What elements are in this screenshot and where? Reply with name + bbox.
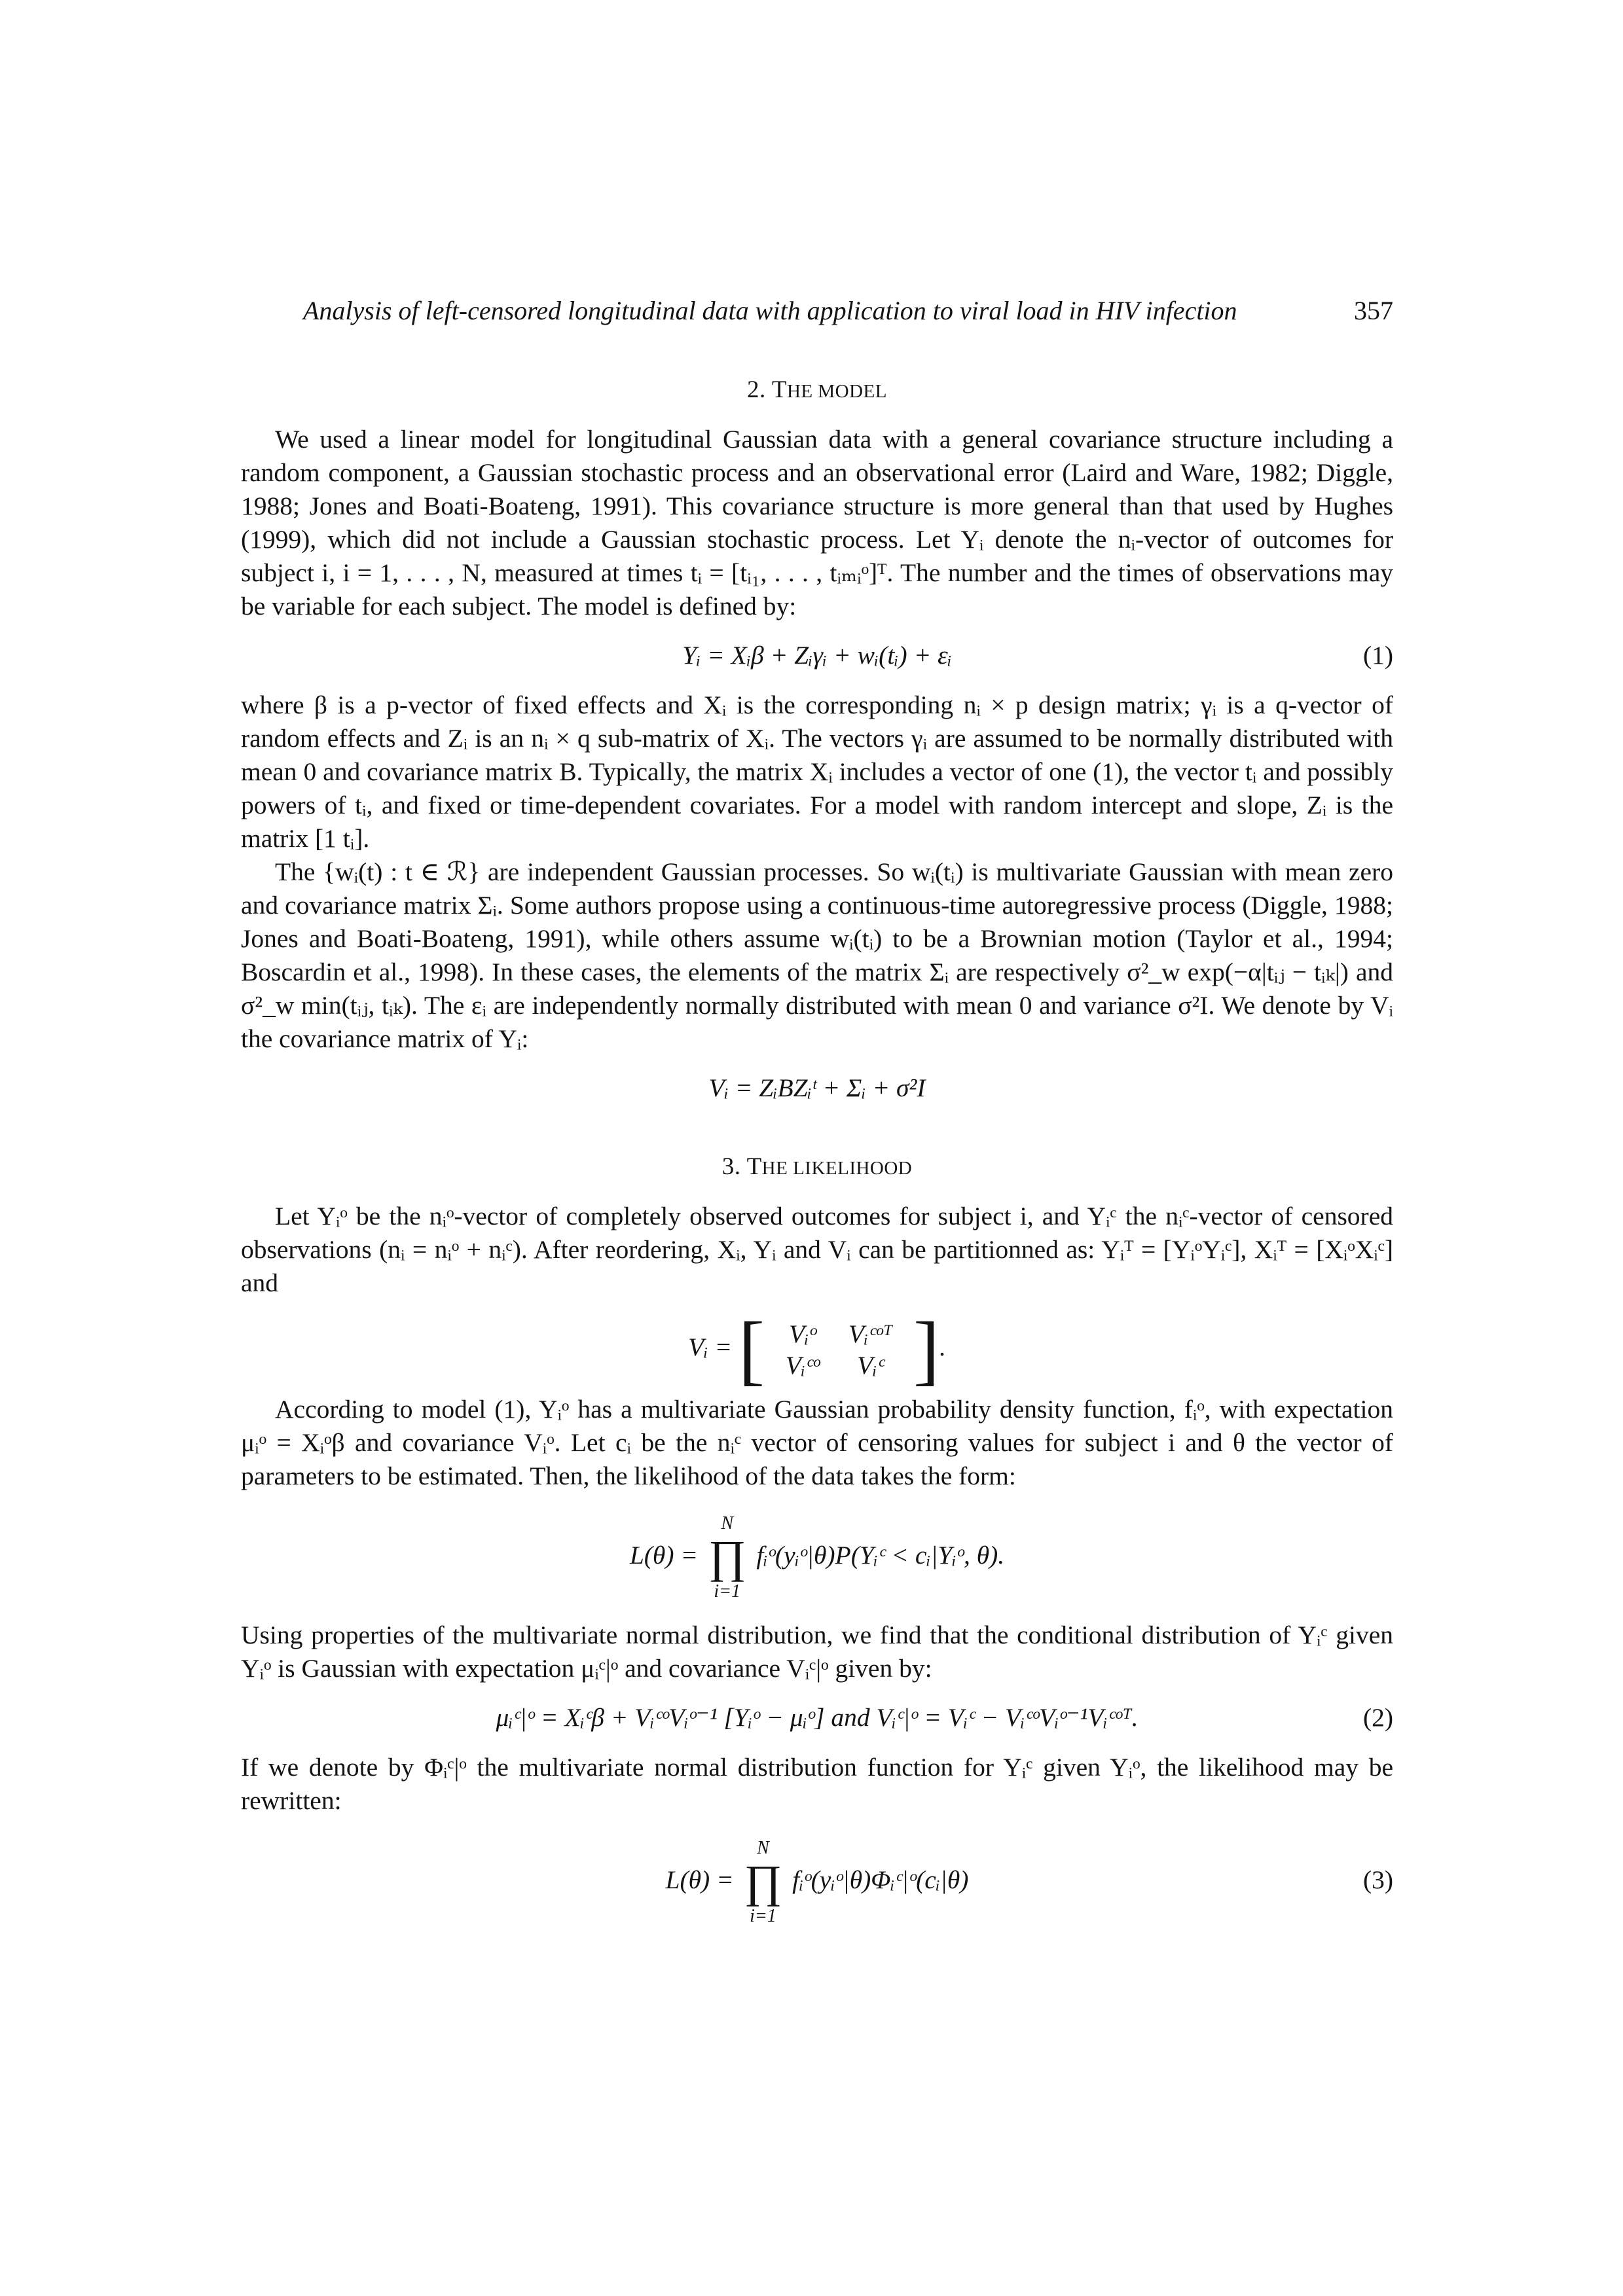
likelihood-rhs: fᵢᵒ(yᵢᵒ|θ)P(Yᵢᶜ < cᵢ|Yᵢᵒ, θ). [756, 1541, 1005, 1570]
paragraph-likelihood-intro: Let Yᵢᵒ be the nᵢᵒ-vector of completely observed outcomes for subject i, and Yᵢᶜ the nᵢᶜ-vector of censored observations (nᵢ = nᵢᵒ + nᵢᶜ). After reordering, Xᵢ, Yᵢ and Vᵢ can be partitionned as: Yᵢᵀ = [YᵢᵒYᵢᶜ], Xᵢᵀ = [XᵢᵒXᵢᶜ] and [241, 1202, 1393, 1297]
matrix-table [771, 1318, 907, 1381]
section-number: 2. [747, 376, 766, 403]
product-lower-limit: i=1 [714, 1581, 741, 1602]
equation-3 [241, 1831, 1393, 1929]
likelihood-lhs: L(θ) = [629, 1541, 699, 1570]
product-operator [708, 1510, 746, 1605]
paragraph-model-terms: where β is a p-vector of fixed effects and Xᵢ is the corresponding nᵢ × p design matrix; γᵢ is a q-vector of random effects and Zᵢ is an nᵢ × q sub-matrix of Xᵢ. The vectors γᵢ are assumed to be normally distributed with mean 0 and covariance matrix B. Typically, the matrix Xᵢ includes a vector of one (1), the vector tᵢ and possibly powers of tᵢ, and fixed or time-dependent covariates. For a model with random intercept and slope, Zᵢ is the matrix [1 tᵢ]. [241, 691, 1393, 853]
likelihood-lhs: L(θ) = [665, 1865, 734, 1894]
matrix-cell: Vᵢᶜᵒᵀ [848, 1319, 893, 1348]
product-lower-limit: i=1 [750, 1905, 776, 1926]
matrix-cell: Vᵢᵒ [788, 1319, 816, 1348]
equation-1 [241, 636, 1393, 674]
matrix-cell: Vᵢᶜ [857, 1350, 884, 1380]
product-upper-limit: N [721, 1513, 734, 1534]
main-content [241, 353, 1393, 1943]
matrix-row [771, 1350, 907, 1381]
product-symbol: ∏ [744, 1856, 782, 1907]
section-heading-likelihood [241, 1150, 1393, 1185]
equation-3-label: (3) [1362, 1865, 1393, 1894]
paragraph-gaussian-processes: The {wᵢ(t) : t ∈ ℛ} are independent Gaussian processes. So wᵢ(tᵢ) is multivariate Gaussian with mean zero and covariance matrix Σᵢ. Some authors propose using a continuous-time autoregressive process (Diggle, 1988; Jones and Boati-Boateng, 1991), while others assume wᵢ(tᵢ) to be a Brownian motion (Taylor et al., 1994; Boscardin et al., 1998). In these cases, the elements of the matrix Σᵢ are respectively σ²_w exp(−α|tᵢⱼ − tᵢₖ|) and σ²_w min(tᵢⱼ, tᵢₖ). The εᵢ are independently normally distributed with mean 0 and variance σ²I. We denote by Vᵢ the covariance matrix of Yᵢ: [241, 857, 1393, 1053]
product-symbol: ∏ [708, 1532, 746, 1583]
equation-1-body: Yᵢ = Xᵢβ + Zᵢγᵢ + wᵢ(tᵢ) + εᵢ [682, 641, 952, 670]
paragraph-conditional: Using properties of the multivariate normal distribution, we find that the conditional distribution of Yᵢᶜ given Yᵢᵒ is Gaussian with expectation μᵢᶜ|ᵒ and covariance Vᵢᶜ|ᵒ given by: [241, 1621, 1393, 1683]
section-heading-model [241, 373, 1393, 408]
partition-matrix: Vᵢ = [ Vᵢᵒ Vᵢᶜᵒᵀ Vᵢᶜᵒ Vᵢᶜ ]. [688, 1305, 946, 1393]
equation-3-body [666, 1831, 969, 1930]
paragraph-model-intro: We used a linear model for longitudinal Gaussian data with a general covariance structure including a random component, a Gaussian stochastic process and an observational error (Laird and Ware, 1982; Diggle, 1988; Jones and Boati-Boateng, 1991). This covariance structure is more general than that used by Hughes (1999), which did not include a Gaussian stochastic process. Let Yᵢ denote the nᵢ-vector of outcomes for subject i, i = 1, . . . , N, measured at times tᵢ = [tᵢ₁, . . . , tᵢₘᵢᵒ]ᵀ. The number and the times of observations may be variable for each subject. The model is defined by: [241, 425, 1393, 620]
page-number: 357 [1354, 296, 1393, 325]
section-title-rest: HE MODEL [786, 381, 887, 402]
matrix-lhs: Vᵢ = [688, 1332, 733, 1361]
paragraph-density: According to model (1), Yᵢᵒ has a multivariate Gaussian probability density function, fᵢᵒ, with expectation μᵢᵒ = Xᵢᵒβ and covariance Vᵢᵒ. Let cᵢ be the nᵢᶜ vector of censoring values for subject i and θ the vector of parameters to be estimated. Then, the likelihood of the data takes the form: [241, 1395, 1393, 1490]
equation-2-label: (2) [1362, 1703, 1393, 1732]
section-title-rest: HE LIKELIHOOD [761, 1158, 913, 1179]
matrix-row [771, 1318, 907, 1350]
equation-likelihood [241, 1506, 1393, 1604]
matrix-left-bracket: [ [738, 1305, 765, 1393]
equation-3-rhs: fᵢᵒ(yᵢᵒ|θ)Φᵢᶜ|ᵒ(cᵢ|θ) [792, 1865, 969, 1894]
paragraph-rewritten: If we denote by Φᵢᶜ|ᵒ the multivariate normal distribution function for Yᵢᶜ given Yᵢᵒ, the likelihood may be rewritten: [241, 1753, 1393, 1815]
section-title-lead: T [746, 1153, 762, 1180]
equation-covariance-body: Vᵢ = ZᵢBZᵢᵗ + Σᵢ + σ²I [708, 1073, 926, 1102]
running-head-title: Analysis of left-censored longitudinal data with application to viral load in HIV infection [303, 296, 1237, 325]
section-title-lead: T [771, 376, 787, 403]
matrix-right-bracket: ] [913, 1305, 939, 1393]
product-operator [744, 1835, 782, 1930]
equation-2 [241, 1698, 1393, 1736]
running-head [241, 291, 1393, 331]
equation-1-label: (1) [1362, 641, 1393, 670]
equation-likelihood-body [630, 1506, 1004, 1605]
equation-2-body: μᵢᶜ|ᵒ = Xᵢᶜβ + VᵢᶜᵒVᵢᵒ⁻¹ [Yᵢᵒ − μᵢᵒ] and Vᵢᶜ|ᵒ = Vᵢᶜ − VᵢᶜᵒVᵢᵒ⁻¹Vᵢᶜᵒᵀ. [496, 1703, 1139, 1732]
section-number: 3. [721, 1153, 741, 1180]
equation-partition-matrix [241, 1305, 1393, 1393]
product-upper-limit: N [757, 1837, 769, 1858]
equation-covariance [241, 1069, 1393, 1107]
matrix-cell: Vᵢᶜᵒ [785, 1350, 820, 1380]
